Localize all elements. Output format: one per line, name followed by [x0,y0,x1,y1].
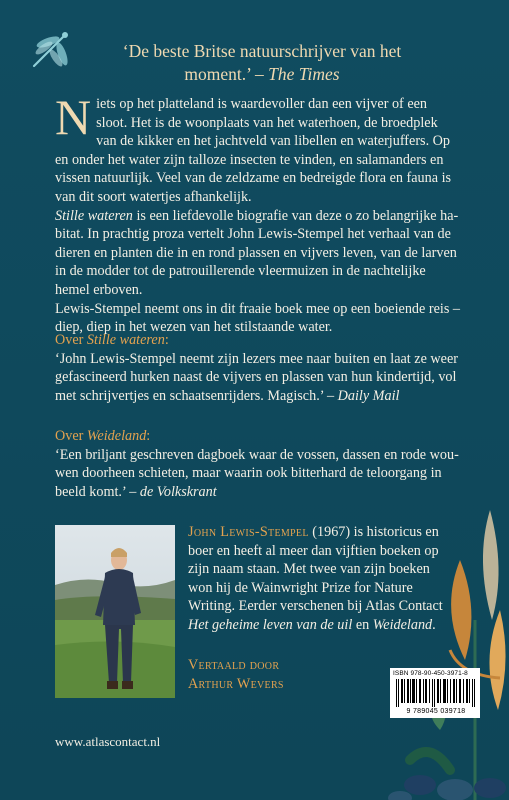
blurb-paragraph-1 [55,89,460,207]
review-source: de Volkskrant [139,483,217,500]
blurb-book-title: Stille wateren [55,207,133,224]
dropcap: N [55,89,92,145]
ean-digits: 9 789045 039718 [406,708,466,715]
review-text-block [55,446,460,502]
blurb [55,89,460,337]
dragonfly-icon [28,30,72,70]
blurb-paragraph-2 [55,207,460,300]
barcode-icon [396,679,475,707]
blurb-paragraph-3: Lewis-Stempel neemt ons in dit fraaie boek mee op een boeiende reis – diep, diep in het wezen van het stilstaande water. [55,300,460,336]
press-quote [112,40,412,86]
foliage-illustration [380,500,509,800]
review-weideland [55,427,460,501]
author-book-1: Het geheime leven van de uil [188,616,353,633]
translator-line-1: Vertaald door [188,657,280,673]
author-name: John Lewis-Stempel [188,524,309,540]
review-heading-suffix: : [164,332,169,348]
isbn-text: ISBN 978-90-450-3971-8 [393,670,468,677]
publisher-website[interactable]: www.atlascontact.nl [55,734,161,749]
translator-name: Arthur Wevers [188,675,284,692]
blurb-p1-text: iets op het platteland is waardevoller dan een vijver of een sloot. Het is de woonplaats van het waterhoen, de broedplek van de kikker en het jachtveld van libellen en waterjuffers. Op en onder het water zijn talloze insecten te vinden, en salamanders en vissen natuurlijk. Veel van de zeldzame en bedreigde flora en fauna is van dit soort watertjes afhankelijk. [55,96,452,205]
author-book-2: Weideland [372,616,433,633]
review-source: Daily Mail [337,387,400,404]
author-books-end: . [432,616,436,633]
review-text: ‘John Lewis-Stempel neemt zijn lezers mee naar buiten en laat ze weer gefascineerd hurken naast de vijvers en plassen van hun kindertijd, vol met schrijvertjes en schaatsenrijders. Magisch.’ – [55,350,458,404]
review-heading-prefix: Over [55,332,87,348]
review-stille-wateren [55,331,460,405]
review-text-block [55,350,460,406]
review-book: Weideland [86,428,147,444]
review-text: ‘Een briljant geschreven dagboek waar de vossen, dassen en rode wouwen doorheen schieten, maar waarin ook bitterhard de teloorgang in beeld komt.’ – [55,446,459,500]
review-heading [55,331,460,350]
review-book: Stille wateren [86,332,165,348]
review-heading-prefix: Over [55,428,87,444]
author-bio-text: (1967) is historicus en boer en heeft al meer dan vijftien boeken op zijn naam staan. Met twee van zijn boeken won hij de Wainwright Prize for Nature Writing. Eerder verschenen bij Atlas Contact [188,524,443,615]
translator-credit [188,656,388,693]
author-photo [55,525,175,698]
author-books-conj: en [352,616,373,633]
quote-text: ‘De beste Britse natuurschrijver van het moment.’ – [122,41,402,84]
quote-source: The Times [268,64,340,84]
review-heading-suffix: : [146,428,151,444]
isbn-barcode [390,668,480,718]
review-heading [55,427,460,446]
blurb-p2-text: is een liefdevolle biografie van deze o zo belangrijke habitat. In prachtig proza vertelt John Lewis-Stempel het verhaal van de dieren en planten die in en rond plassen en vijvers leven, van de larven in de modder tot de patrouillerende vleermuizen in de nachtelijke hemel erboven. [55,207,459,298]
